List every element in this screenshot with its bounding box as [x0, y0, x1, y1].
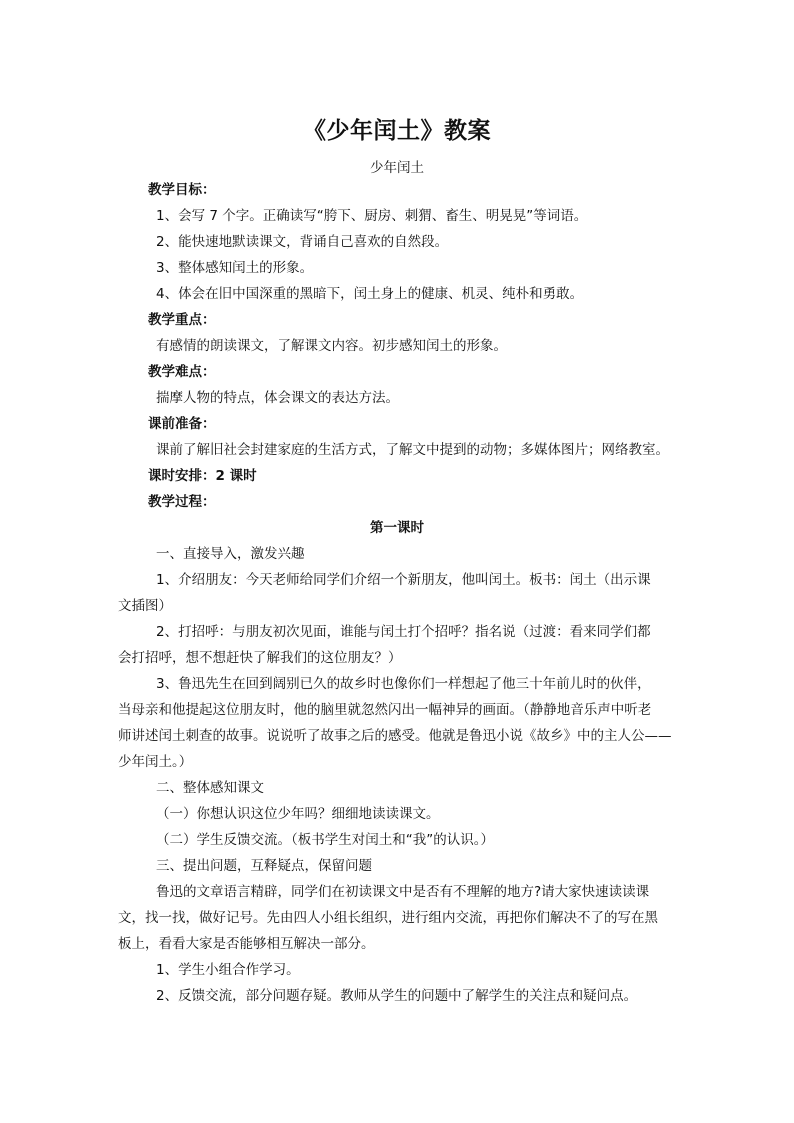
body-line: 二、整体感知课文 — [156, 780, 264, 796]
body-line: 1、介绍朋友：今天老师给同学们介绍一个新朋友，他叫闰土。板书：闰土（出示课 — [156, 572, 651, 588]
body-line: 3、鲁迅先生在回到阔别已久的故乡时也像你们一样想起了他三十年前儿时的伙伴， — [156, 676, 651, 692]
goal-item: 3、整体感知闰土的形象。 — [156, 260, 314, 276]
document-subtitle: 少年闰土 — [370, 160, 424, 176]
body-line: 2、反馈交流，部分问题存疑。教师从学生的问题中了解学生的关注点和疑问点。 — [156, 988, 638, 1004]
body-line: 师讲述闰土刺查的故事。说说听了故事之后的感受。他就是鲁迅小说《故乡》中的主人公—— — [118, 728, 672, 744]
prep-heading: 课前准备： — [148, 416, 216, 432]
key-heading: 教学重点： — [148, 312, 216, 328]
body-line: 一、直接导入，激发兴趣 — [156, 546, 305, 562]
prep-text: 课前了解旧社会封建家庭的生活方式，了解文中提到的动物；多媒体图片；网络教室。 — [156, 442, 669, 458]
document-title: 《少年闰土》教案 — [303, 118, 491, 144]
goal-item: 1、会写 7 个字。正确读写“胯下、厨房、刺猬、畜生、明晃晃”等词语。 — [156, 208, 588, 224]
body-line: 1、学生小组合作学习。 — [156, 962, 300, 978]
body-line: （二）学生反馈交流。（板书学生对闰土和“我”的认识。） — [156, 832, 494, 848]
body-line: （一）你想认识这位少年吗？细细地读读课文。 — [156, 806, 440, 822]
body-line: 文插图） — [118, 598, 172, 614]
difficult-text: 揣摩人物的特点，体会课文的表达方法。 — [156, 390, 399, 406]
schedule-line: 课时安排：2 课时 — [148, 468, 257, 484]
body-line: 少年闰土。） — [118, 754, 193, 770]
lesson-title: 第一课时 — [370, 520, 424, 536]
goal-item: 4、体会在旧中国深重的黑暗下，闰土身上的健康、机灵、纯朴和勇敢。 — [156, 286, 584, 302]
body-line: 2、打招呼：与朋友初次见面，谁能与闰土打个招呼？指名说（过渡：看来同学们都 — [156, 624, 651, 640]
process-heading: 教学过程： — [148, 494, 216, 510]
body-line: 鲁迅的文章语言精辟，同学们在初读课文中是否有不理解的地方?请大家快速读读课 — [156, 884, 650, 900]
goals-heading: 教学目标： — [148, 182, 216, 198]
goal-item: 2、能快速地默读课文，背诵自己喜欢的自然段。 — [156, 234, 449, 250]
key-text: 有感情的朗读课文，了解课文内容。初步感知闰土的形象。 — [156, 338, 507, 354]
difficult-heading: 教学难点： — [148, 364, 216, 380]
body-line: 文，找一找，做好记号。先由四人小组长组织，进行组内交流，再把你们解决不了的写在黑 — [118, 910, 658, 926]
body-line: 会打招呼，想不想赶快了解我们的这位朋友？） — [118, 650, 402, 666]
body-line: 当母亲和他提起这位朋友时，他的脑里就忽然闪出一幅神异的画面。（静静地音乐声中听老 — [118, 702, 652, 718]
body-line: 板上，看看大家是否能够相互解决一部分。 — [118, 936, 375, 952]
body-line: 三、提出问题，互释疑点，保留问题 — [156, 858, 372, 874]
